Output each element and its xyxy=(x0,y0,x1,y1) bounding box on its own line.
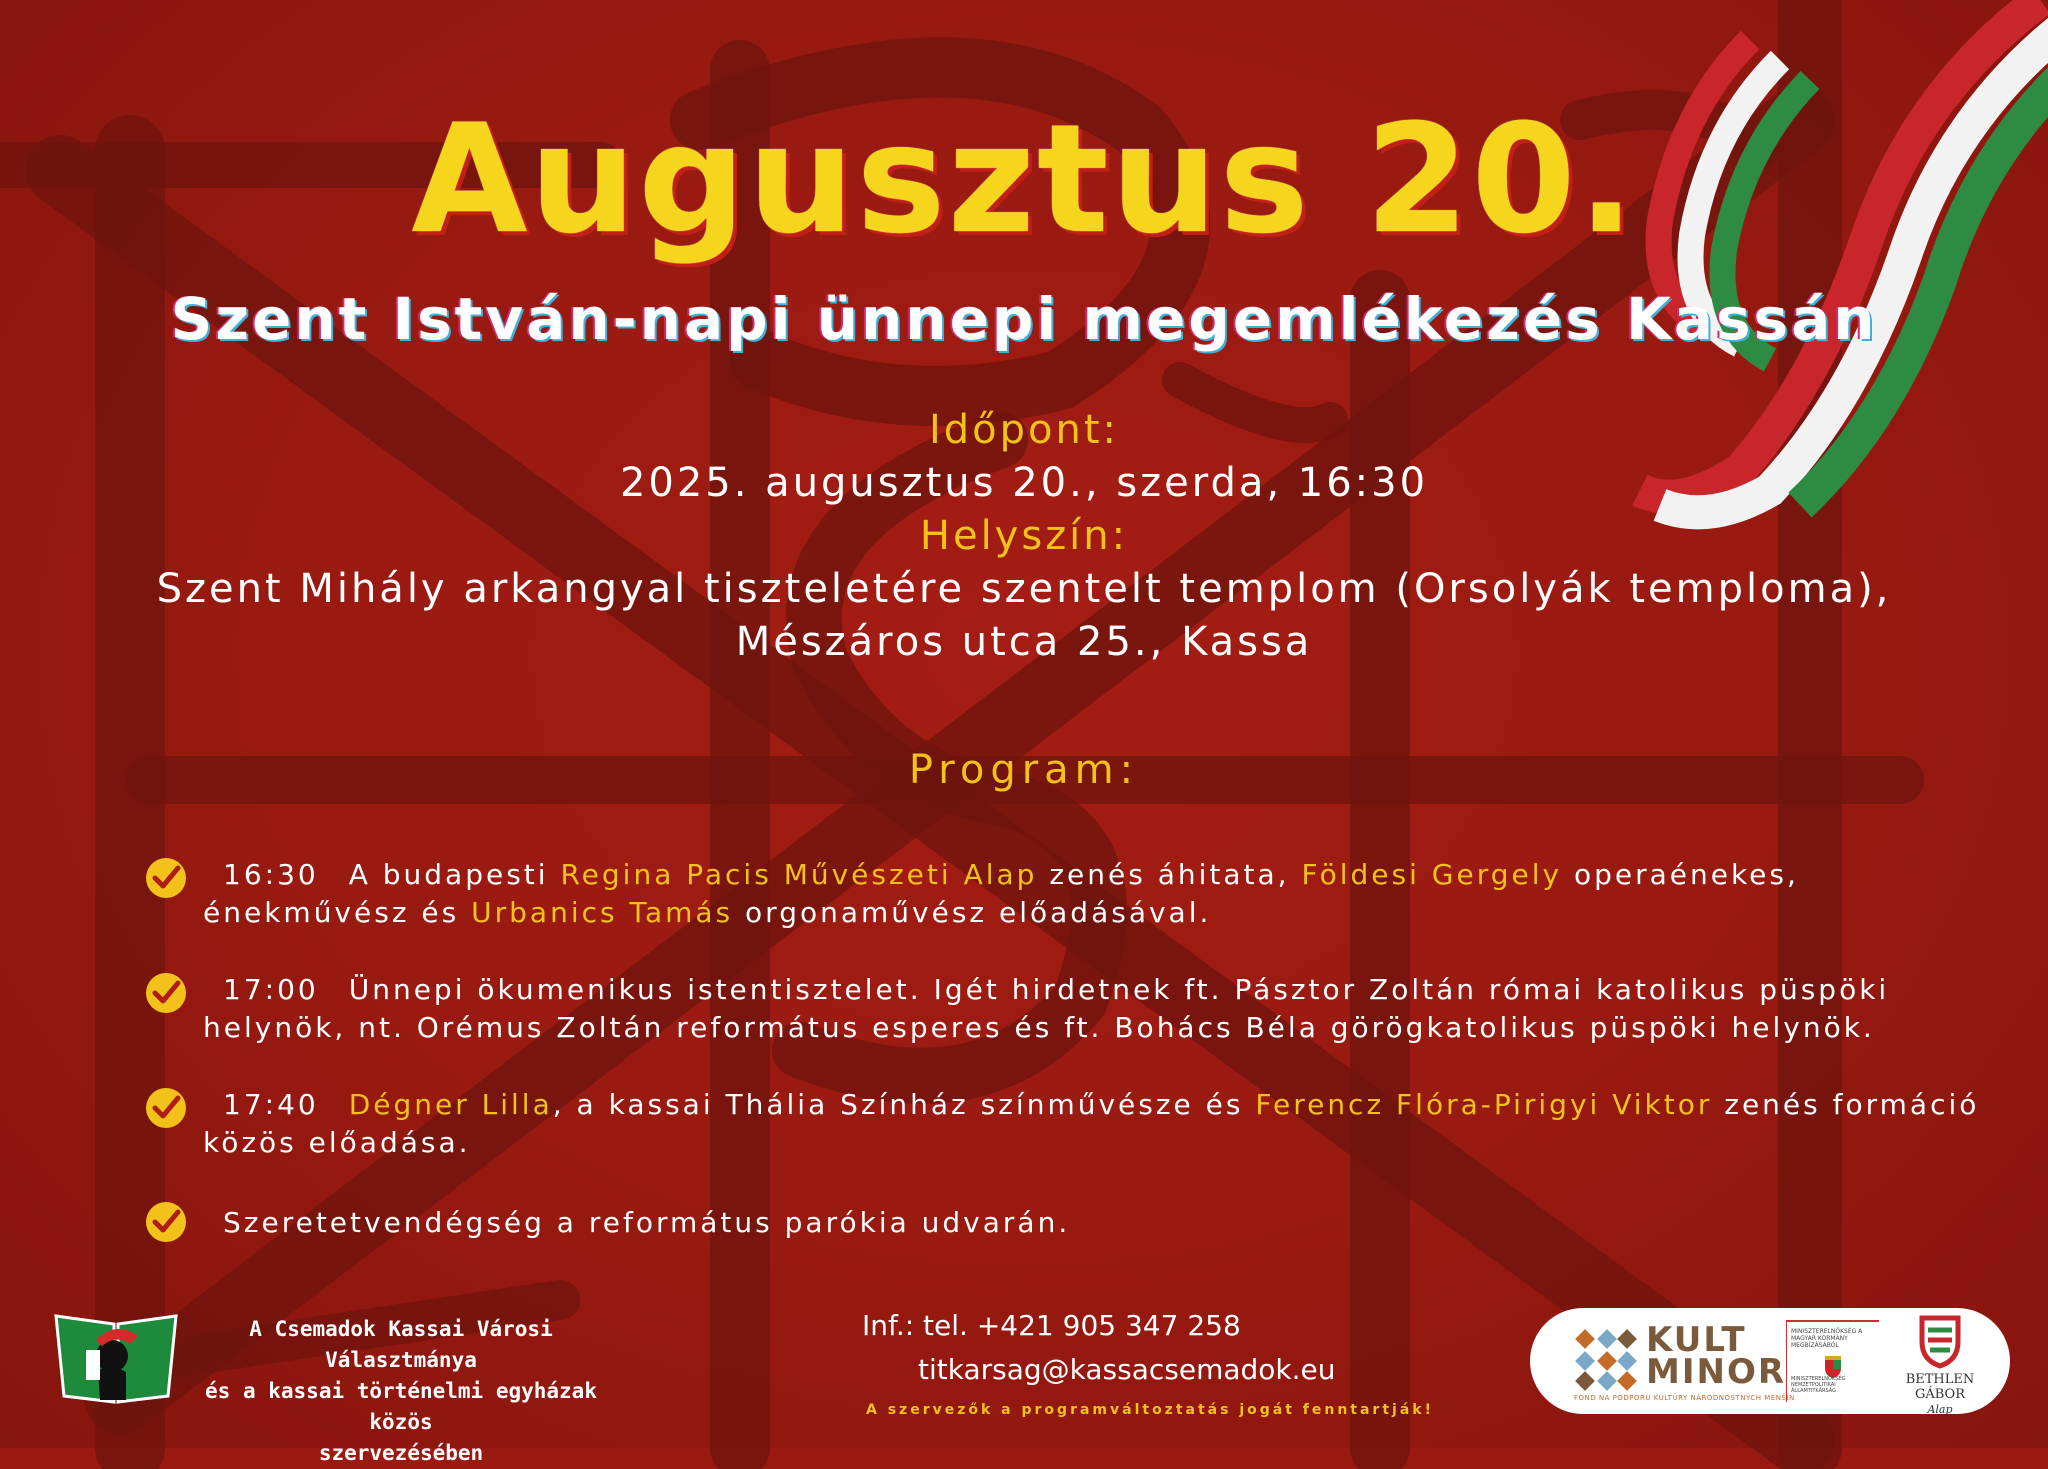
place-label: Helyszín: xyxy=(919,513,1129,559)
bethlen-wordmark xyxy=(1888,1372,1992,1417)
program-item-text xyxy=(203,1086,2003,1162)
program-text: Szeretetvendégség a református parókia udvarán. xyxy=(223,1206,1071,1239)
kult-minor-logo xyxy=(1574,1328,1638,1392)
program-text: zenés áhitata, xyxy=(1037,858,1302,891)
ministry-logo xyxy=(1786,1320,1879,1402)
organizer-text xyxy=(186,1314,616,1469)
program-text: operaénekes, xyxy=(1562,858,1799,891)
organizer-line: szervezésében xyxy=(318,1441,484,1465)
organizer-line: és a kassai történelmi egyházak közös xyxy=(205,1379,597,1434)
program-item-text xyxy=(203,1204,2003,1242)
place-address-line1: Szent Mihály arkangyal tiszteletére szentelt templom (Orsolyák temploma), xyxy=(156,566,1892,612)
sponsor-logos xyxy=(1530,1308,2010,1414)
time-value: 2025. augusztus 20., szerda, 16:30 xyxy=(619,460,1429,506)
program-item-text xyxy=(203,971,2003,1047)
check-icon xyxy=(144,1086,188,1130)
program-time: 17:40 xyxy=(223,1088,319,1121)
performer-name: Ferencz Flóra-Pirigyi Viktor xyxy=(1255,1088,1713,1121)
main-title: Augusztus 20. xyxy=(411,93,1637,267)
program-text: orgonaművész előadásával. xyxy=(733,896,1212,929)
kult-minor-subtitle: FOND NA PODPORU KULTÚRY NÁRODNOSTNÝCH MENŠÍN xyxy=(1574,1394,1795,1402)
subtitle: Szent István-napi ünnepi megemlékezés Kassán xyxy=(170,285,1878,353)
performer-name: Dégner Lilla xyxy=(348,1088,553,1121)
program-text: zenés formáció xyxy=(1712,1088,1980,1121)
hungarian-crest-icon xyxy=(1823,1356,1843,1378)
program-text: helynök, nt. Orémus Zoltán református esperes és ft. Bohács Béla görögkatolikus püspöki helynök. xyxy=(203,1011,1875,1044)
ministry-text: MINISZTERELNÖKSÉG NEMZETPOLITIKAI ÁLLAMTITKÁRSÁG xyxy=(1791,1376,1846,1394)
disclaimer: A szervezők a programváltoztatás jogát fenntartják! xyxy=(866,1402,1434,1418)
performer-name: Urbanics Tamás xyxy=(471,896,734,929)
program-time: 16:30 xyxy=(223,858,319,891)
performer-name: Regina Pacis Művészeti Alap xyxy=(560,858,1038,891)
program-label: Program: xyxy=(908,747,1140,793)
program-time: 17:00 xyxy=(223,973,319,1006)
check-icon xyxy=(144,971,188,1015)
check-icon xyxy=(144,1200,188,1244)
ministry-text: MINISZTERELNÖKSÉG A MAGYAR KORMÁNY MEGBÍZÁSÁBÓL xyxy=(1791,1328,1863,1349)
kult-word: KULT xyxy=(1646,1320,1747,1360)
bethlen-alap: Alap xyxy=(1927,1403,1953,1416)
bethlen-name: BETHLEN GÁBOR xyxy=(1905,1372,1975,1402)
check-icon xyxy=(144,856,188,900)
organizer-line: A Csemadok Kassai Városi Választmánya xyxy=(249,1317,553,1372)
minor-word: MINOR xyxy=(1646,1352,1787,1392)
place-address-line2: Mészáros utca 25., Kassa xyxy=(735,619,1313,665)
program-text: Ünnepi ökumenikus istentisztelet. Igét hirdetnek ft. Pásztor Zoltán római katolikus püspöki xyxy=(348,973,1890,1006)
csemadok-logo xyxy=(56,1310,176,1402)
bethlen-shield-icon xyxy=(1910,1316,1970,1368)
program-text: énekművész és xyxy=(203,896,472,929)
program-text: A budapesti xyxy=(348,858,561,891)
program-text: , a kassai Thália Színház színművésze és xyxy=(552,1088,1256,1121)
contact-email[interactable]: titkarsag@kassacsemadok.eu xyxy=(918,1353,1336,1386)
program-text: közös előadása. xyxy=(203,1126,471,1159)
program-item-text xyxy=(203,856,2003,932)
contact-phone: Inf.: tel. +421 905 347 258 xyxy=(862,1309,1241,1342)
performer-name: Földesi Gergely xyxy=(1301,858,1563,891)
time-label: Időpont: xyxy=(928,407,1120,453)
kult-minor-wordmark xyxy=(1646,1320,1787,1392)
